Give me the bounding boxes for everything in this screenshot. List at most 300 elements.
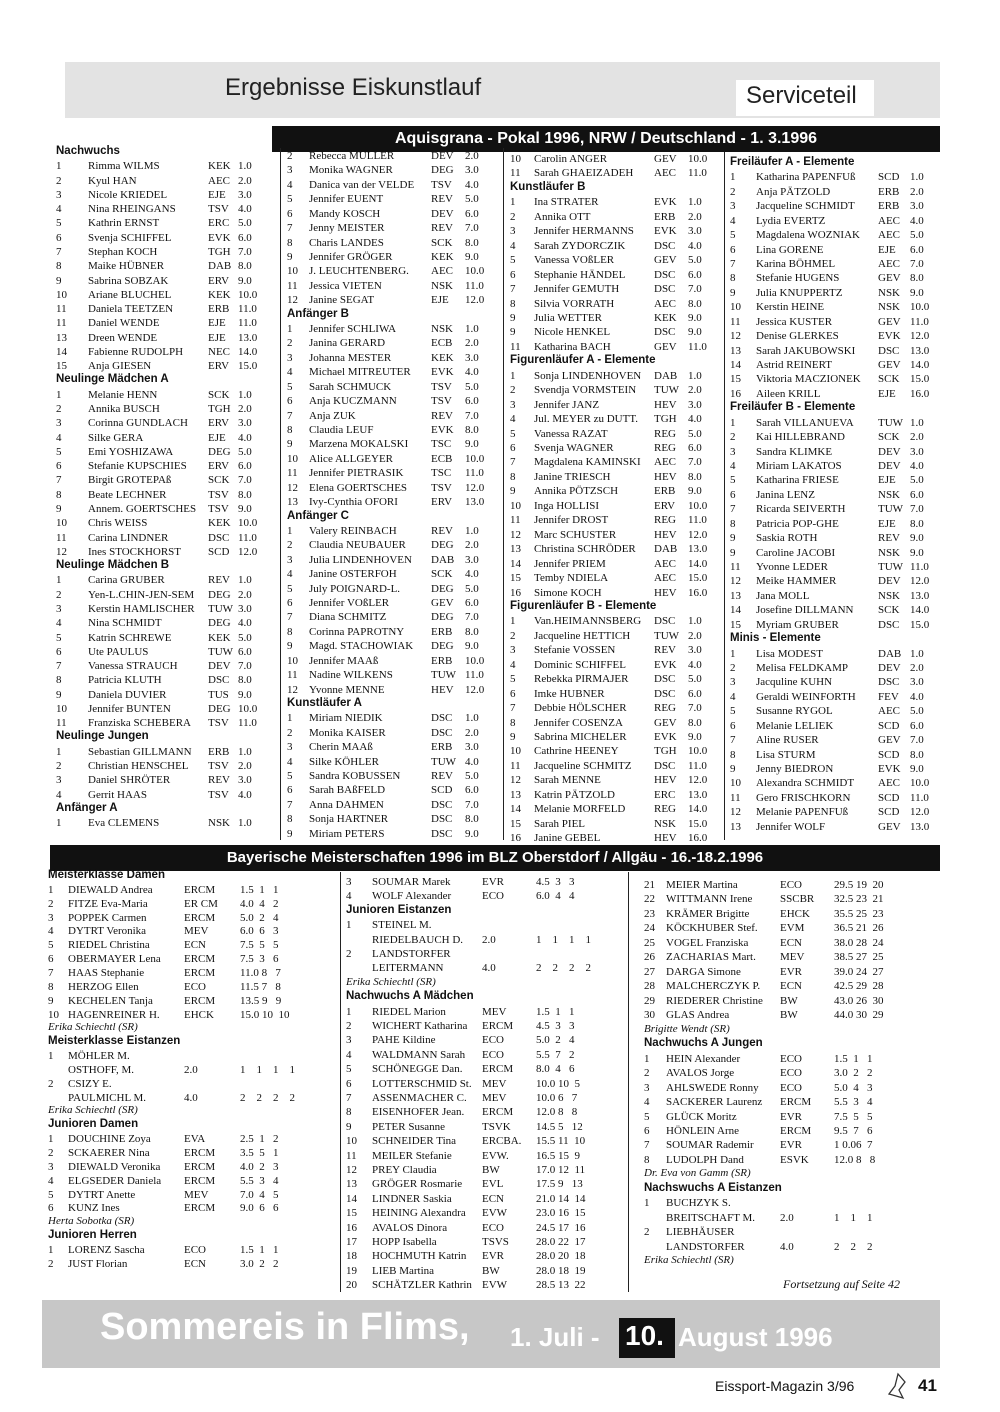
rank: 16 [510,832,521,845]
result-row [48,952,333,966]
result-row [644,950,914,964]
rank: 7 [56,474,62,487]
result-row [510,614,720,628]
club: ECB [431,337,453,350]
result-row [730,618,935,632]
athlete-name: OSTHOFF, M. [68,1063,135,1076]
score: 6.0 4 4 [536,890,575,903]
rank: 24 [644,922,655,935]
athlete-name: KÖCKHUBER Stef. [666,922,758,935]
placement: 1.0 [688,196,702,209]
rank: 4 [287,568,293,581]
result-row [287,149,497,163]
result-row [510,455,720,469]
skater-logo-icon [885,1372,911,1400]
placement: 4.0 [465,366,479,379]
result-row [510,586,720,600]
club: ERV [208,417,230,430]
category-heading: Minis - Elemente [730,632,821,645]
placement: 11.0 [688,759,707,772]
result-row [644,1124,914,1138]
athlete-name: Sarah SCHMUCK [309,380,392,393]
rank: 10 [510,499,521,512]
result-row [730,315,935,329]
rank: 6 [730,243,736,256]
rank: 20 [346,1279,357,1292]
club: DSC [431,712,453,725]
score: 7.0 4 5 [240,1188,279,1201]
athlete-name: J. LEUCHTENBERG. [309,265,409,278]
club: BW [780,994,798,1007]
club: ERV [208,274,230,287]
athlete-name: Temby NDIELA [534,572,609,585]
athlete-name: Diana SCHMITZ [309,611,387,624]
placement: 2.0 [238,588,252,601]
divider [340,872,341,1292]
placement: 9.0 [910,546,924,559]
athlete-name: Jacqueline SCHMITZ [534,759,632,772]
rank: 15 [510,572,521,585]
club: DEV [431,207,454,220]
club: 2.0 [482,933,496,946]
result-row [510,528,720,542]
athlete-name: Yen-L.CHIN-JEN-SEM [88,588,195,601]
athlete-name: Ute PAULUS [88,645,149,658]
result-row [56,645,266,659]
club: REV [431,524,453,537]
result-row [287,582,497,596]
club: EVR [780,1110,802,1123]
score: 2 2 2 2 [536,962,591,975]
athlete-name: AVALOS Jorge [666,1067,735,1080]
placement: 3.0 [688,225,702,238]
score: 3.0 2 2 [240,1257,279,1270]
placement: 1.0 [465,524,479,537]
result-row [56,516,266,530]
athlete-name: Annika BUSCH [88,403,160,416]
score: 12.0 8 8 [536,1106,578,1119]
result-row [56,188,266,202]
club: DSC [878,676,900,689]
result-row [287,437,497,451]
rank: 8 [56,260,62,273]
athlete-name: Monika KAISER [309,726,386,739]
result-row [730,531,935,545]
rank: 9 [346,1120,352,1133]
promo-banner [42,1300,940,1368]
score: 28.0 20 18 [536,1250,586,1263]
placement: 2.0 [910,662,924,675]
athlete-name: Jacqueline SCHMIDT [756,200,855,213]
rank: 11 [56,317,67,330]
result-row [730,603,935,617]
athlete-name: Magd. STACHOWIAK [309,640,414,653]
rank: 8 [730,272,736,285]
placement: 5.0 [238,631,252,644]
score: 2 2 2 [834,1240,873,1253]
club: ERCM [482,1020,514,1032]
placement: 1.0 [465,712,479,725]
club: ECO [482,890,504,903]
rank: 11 [346,1149,357,1162]
score: 6.0 6 3 [240,925,279,938]
rank: 2 [287,150,293,162]
rank: 6 [56,231,62,244]
club: TSVS [482,1236,509,1248]
club: EVR [482,1250,504,1263]
rank: 11 [56,303,67,316]
rank: 8 [730,517,736,530]
athlete-name: Sonja HARTNER [309,813,389,826]
rank: 5 [510,427,516,440]
club: GEV [878,359,901,372]
category-heading: Meisterklasse Damen [48,869,165,881]
athlete-name: Marc SCHUSTER [534,528,617,541]
club: 4.0 [184,1091,198,1104]
result-row [510,571,720,585]
rank: 9 [730,763,736,776]
athlete-name: Svendja VORMSTEIN [534,384,637,397]
placement: 16.0 [910,387,930,400]
result-row [644,921,914,935]
placement: 9.0 [238,688,252,701]
result-row [56,631,266,645]
rank: 1 [48,1050,54,1063]
rank: 2 [48,897,54,910]
result-row [510,788,720,802]
placement: 2.0 [465,726,479,739]
placement: 12.0 [465,294,485,307]
score: 15.0 10 10 [240,1008,290,1021]
athlete-name: Janina GERARD [309,337,386,350]
athlete-name: Anja ZUK [309,409,356,422]
placement: 2.0 [238,760,252,773]
continuation-note: Fortsetzung auf Seite 42 [783,1277,900,1291]
category-heading: Anfänger A [56,801,118,814]
placement: 11.0 [238,717,257,730]
placement: 1.0 [465,323,479,336]
athlete-name: SOUMAR Rademir [666,1139,754,1152]
placement: 14.0 [688,557,708,570]
score: 11.5 7 8 [240,980,281,993]
rank: 8 [510,297,516,310]
club: SCK [208,388,230,401]
result-row [287,553,497,567]
athlete-name: Nina RHEINGANS [88,203,176,216]
result-row [287,336,497,350]
rank: 2 [510,384,516,397]
club: DEV [431,150,454,162]
rank: 1 [56,817,62,830]
placement: 1.0 [910,416,924,429]
result-row [644,1196,914,1210]
result-row [48,1160,333,1174]
result-row [56,416,266,430]
club: TSV [431,481,452,494]
placement: 4.0 [465,755,479,768]
rank: 1 [730,647,736,660]
club: ERC [208,217,230,230]
club: SCD [878,791,900,804]
rank: 4 [346,1048,352,1061]
rank: 3 [287,741,293,754]
placement: 15.0 [238,360,258,373]
rank: 5 [730,229,736,242]
club: SCK [208,474,230,487]
club: NSK [431,323,454,336]
athlete-name: Sabrina MICHELER [534,731,627,743]
result-row [56,588,266,602]
placement: 11.0 [465,669,484,682]
athlete-name: DYTRT Veronika [68,925,147,938]
rank: 2 [56,403,62,416]
placement: 9.0 [688,731,702,743]
placement: 7.0 [465,222,479,235]
rank: 11 [287,467,298,480]
result-row [644,936,914,950]
rank: 22 [644,893,655,906]
club: ERB [654,210,676,223]
placement: 8.0 [238,488,252,501]
score: 1.5 1 1 [240,883,279,896]
club: NSK [878,488,901,501]
result-row [730,675,935,689]
athlete-name: Stefanie KUPSCHIES [88,460,187,473]
placement: 11.0 [465,467,484,480]
club: TSC [431,438,452,451]
category-heading: Junioren Eistanzen [346,903,452,916]
athlete-name: Daniela TEETZEN [88,303,174,316]
athlete-name: Vanessa STRAUCH [88,660,178,673]
club: TUW [208,645,234,658]
result-row [644,1225,914,1239]
result-row [48,1132,333,1146]
result-row [510,297,720,311]
result-row [287,466,497,480]
placement: 5.0 [238,445,252,458]
rank: 11 [287,279,298,292]
athlete-name: Myriam GRUBER [756,618,839,631]
placement: 2.0 [465,150,479,162]
placement: 11.0 [238,317,257,330]
result-row [730,776,935,790]
placement: 15.0 [910,618,930,631]
category-heading: Freiläufer A - Elemente [730,156,855,168]
rank: 3 [287,164,293,177]
rank: 8 [48,980,54,993]
athlete-name: Magdalena KAMINSKI [534,456,641,469]
club: TGH [654,745,677,758]
category-heading: Anfänger C [287,509,349,522]
athlete-name: FITZE Eva-Maria [68,897,148,910]
club: ERB [208,303,230,316]
athlete-name: Jennifer WOLF [756,820,826,833]
rank: 7 [56,660,62,673]
rank: 4 [730,460,736,473]
placement: 11.0 [688,340,707,353]
club: NSK [878,589,901,602]
result-row [48,966,333,980]
club: REV [431,409,453,422]
club: 4.0 [482,962,496,975]
athlete-name: Inga HOLLISI [534,499,600,512]
placement: 4.0 [465,178,479,191]
result-row [287,711,497,725]
result-row [56,345,266,359]
club: REG [654,427,676,440]
club: NSK [878,546,901,559]
result-row [346,1134,626,1148]
placement: 6.0 [238,460,252,473]
athlete-name: Lisa MODEST [756,647,823,660]
athlete-name: Magdalena WOZNIAK [756,229,860,242]
category-heading: Neulinge Mädchen B [56,559,170,572]
placement: 5.0 [688,673,702,686]
club: ERB [431,654,453,667]
rank: 17 [346,1236,357,1248]
club: REV [208,574,230,587]
athlete-name: Sarah BAßFELD [309,784,386,797]
score: 29.5 19 20 [834,879,884,891]
club: ESVK [780,1153,809,1166]
club: ECO [780,1067,802,1080]
club: EVA [184,1133,206,1146]
rank: 8 [56,488,62,501]
placement: 3.0 [465,351,479,364]
placement: 3.0 [238,602,252,615]
rank: 26 [644,951,655,964]
result-row [56,688,266,702]
club: REG [654,803,676,816]
athlete-name: DOUCHINE Zoya [68,1133,151,1146]
rank: 6 [56,645,62,658]
rank: 10 [287,265,298,278]
club: 2.0 [780,1211,794,1224]
result-row [510,383,720,397]
judge-credit: Herta Sobotka (SR) [48,1215,135,1228]
result-row [730,719,935,733]
result-row [346,1206,626,1220]
divider [724,152,725,840]
score: 1 1 1 1 [536,933,591,946]
result-row [346,1048,626,1062]
placement: 10.0 [465,654,485,667]
athlete-name: Janine TRIESCH [534,470,611,483]
result-row [287,639,497,653]
placement: 9.0 [238,274,252,287]
athlete-name: Saskia ROTH [756,532,818,545]
athlete-name: DIEWALD Andrea [68,883,153,896]
athlete-name: EISENHOFER Jean. [372,1106,465,1119]
club: AEC [878,214,900,227]
placement: 13.0 [910,820,930,833]
club: AEC [654,456,676,469]
placement: 3.0 [238,188,252,201]
result-row [48,924,333,938]
category-heading: Junioren Herren [48,1229,137,1242]
placement: 12.0 [910,806,930,819]
placement: 6.0 [910,719,924,732]
club: KEK [654,311,677,324]
placement: 10.0 [465,452,485,465]
athlete-name: Silke GERA [88,431,144,444]
rank: 18 [346,1250,357,1263]
athlete-name: Ines STOCKHORST [88,545,182,558]
result-row [346,1235,626,1249]
placement: 10.0 [910,301,930,314]
rank: 6 [510,268,516,281]
placement: 5.0 [910,229,924,242]
rank: 5 [730,705,736,718]
result-row [56,302,266,316]
club: SCD [878,748,900,761]
athlete-name: Elena GOERTSCHES [309,481,408,494]
athlete-name: LOTTERSCHMID St. [372,1077,472,1090]
athlete-name: Melanie MORFELD [534,803,626,816]
rank: 5 [56,445,62,458]
result-row [644,1008,914,1022]
athlete-name: GLAS Andrea [666,1009,730,1022]
placement: 6.0 [238,645,252,658]
club: SCK [431,568,453,581]
rank: 10 [48,1008,59,1021]
athlete-name: Marzena MOKALSKI [309,438,409,451]
result-row [287,322,497,336]
athlete-name: WITTMANN Irene [666,893,753,906]
club: DSC [654,326,676,339]
club: GEV [878,272,901,285]
placement: 12.0 [910,575,930,588]
athlete-name: Christian HENSCHEL [88,760,189,773]
placement: 7.0 [688,283,702,296]
athlete-name: LANDSTORFER [372,948,451,960]
placement: 6.0 [465,207,479,220]
athlete-name: Lina GORENE [756,243,824,256]
rank: 5 [48,1188,54,1201]
score: 4.0 4 2 [240,897,279,910]
athlete-name: GLÜCK Moritz [666,1110,737,1123]
result-row [730,560,935,574]
placement: 16.0 [688,832,708,845]
club: EVK [431,366,454,379]
result-row [48,1077,333,1091]
athlete-name: PAHE Kildine [372,1034,436,1047]
section-label-box [736,80,874,116]
placement: 8.0 [238,674,252,687]
rank: 12 [346,1164,357,1176]
page-number: 41 [918,1376,937,1395]
placement: 4.0 [238,617,252,630]
rank: 1 [56,160,62,173]
athlete-name: Maike HÜBNER [88,260,165,273]
category-heading: Neulinge Mädchen A [56,373,169,386]
club: DAB [654,543,678,556]
club: EVK [431,423,454,436]
athlete-name: Dominic SCHIFFEL [534,658,626,671]
result-row [287,798,497,812]
result-row [346,1177,626,1191]
club: ECO [482,1221,504,1234]
rank: 13 [730,820,741,833]
placement: 10.0 [910,777,930,790]
athlete-name: LIEBHÄUSER [666,1226,735,1239]
club: DAB [208,260,232,273]
rank: 5 [644,1110,650,1123]
placement: 5.0 [465,380,479,393]
placement: 10.0 [465,265,485,278]
score: 28.0 18 19 [536,1264,586,1277]
result-row [510,239,720,253]
